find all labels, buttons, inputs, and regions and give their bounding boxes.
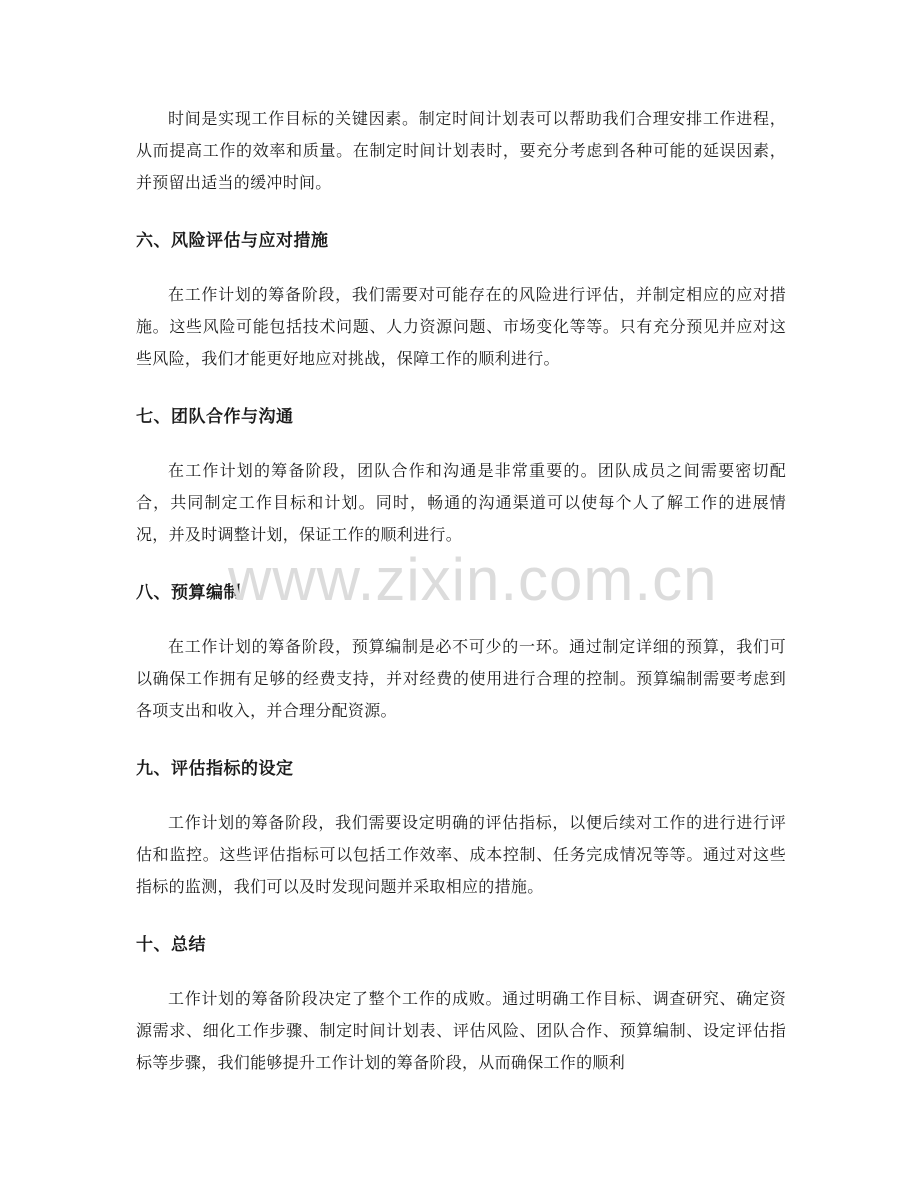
section-heading-9: 九、评估指标的设定 (136, 759, 294, 779)
intro-paragraph: 时间是实现工作目标的关键因素。制定时间计划表可以帮助我们合理安排工作进程，从而提高工作的效率和质量。在制定时间计划表时，要充分考虑到各种可能的延误因素，并预留出适当的缓冲时间。 (136, 109, 786, 192)
section-heading-7: 七、团队合作与沟通 (136, 407, 294, 427)
section-body-7: 在工作计划的筹备阶段，团队合作和沟通是非常重要的。团队成员之间需要密切配合，共同制定工作目标和计划。同时，畅通的沟通渠道可以使每个人了解工作的进展情况，并及时调整计划，保证工作的顺利进行。 (136, 461, 786, 544)
section-heading-6: 六、风险评估与应对措施 (136, 231, 329, 251)
section-body-9: 工作计划的筹备阶段，我们需要设定明确的评估指标，以便后续对工作的进行进行评估和监控。这些评估指标可以包括工作效率、成本控制、任务完成情况等等。通过对这些指标的监测，我们可以及时发现问题并采取相应的措施。 (136, 813, 786, 896)
section-heading-10: 十、总结 (136, 935, 206, 955)
watermark: www.zixin.com.cn (228, 546, 718, 613)
section-heading-8: 八、预算编制 (136, 583, 241, 603)
section-body-8: 在工作计划的筹备阶段，预算编制是必不可少的一环。通过制定详细的预算，我们可以确保工作拥有足够的经费支持，并对经费的使用进行合理的控制。预算编制需要考虑到各项支出和收入，并合理分配资源。 (136, 637, 786, 720)
section-body-6: 在工作计划的筹备阶段，我们需要对可能存在的风险进行评估，并制定相应的应对措施。这些风险可能包括技术问题、人力资源问题、市场变化等等。只有充分预见并应对这些风险，我们才能更好地应对挑战，保障工作的顺利进行。 (136, 285, 786, 368)
section-body-10: 工作计划的筹备阶段决定了整个工作的成败。通过明确工作目标、调查研究、确定资源需求、细化工作步骤、制定时间计划表、评估风险、团队合作、预算编制、设定评估指标等步骤，我们能够提升工作计划的筹备阶段，从而确保工作的顺利 (136, 989, 786, 1072)
